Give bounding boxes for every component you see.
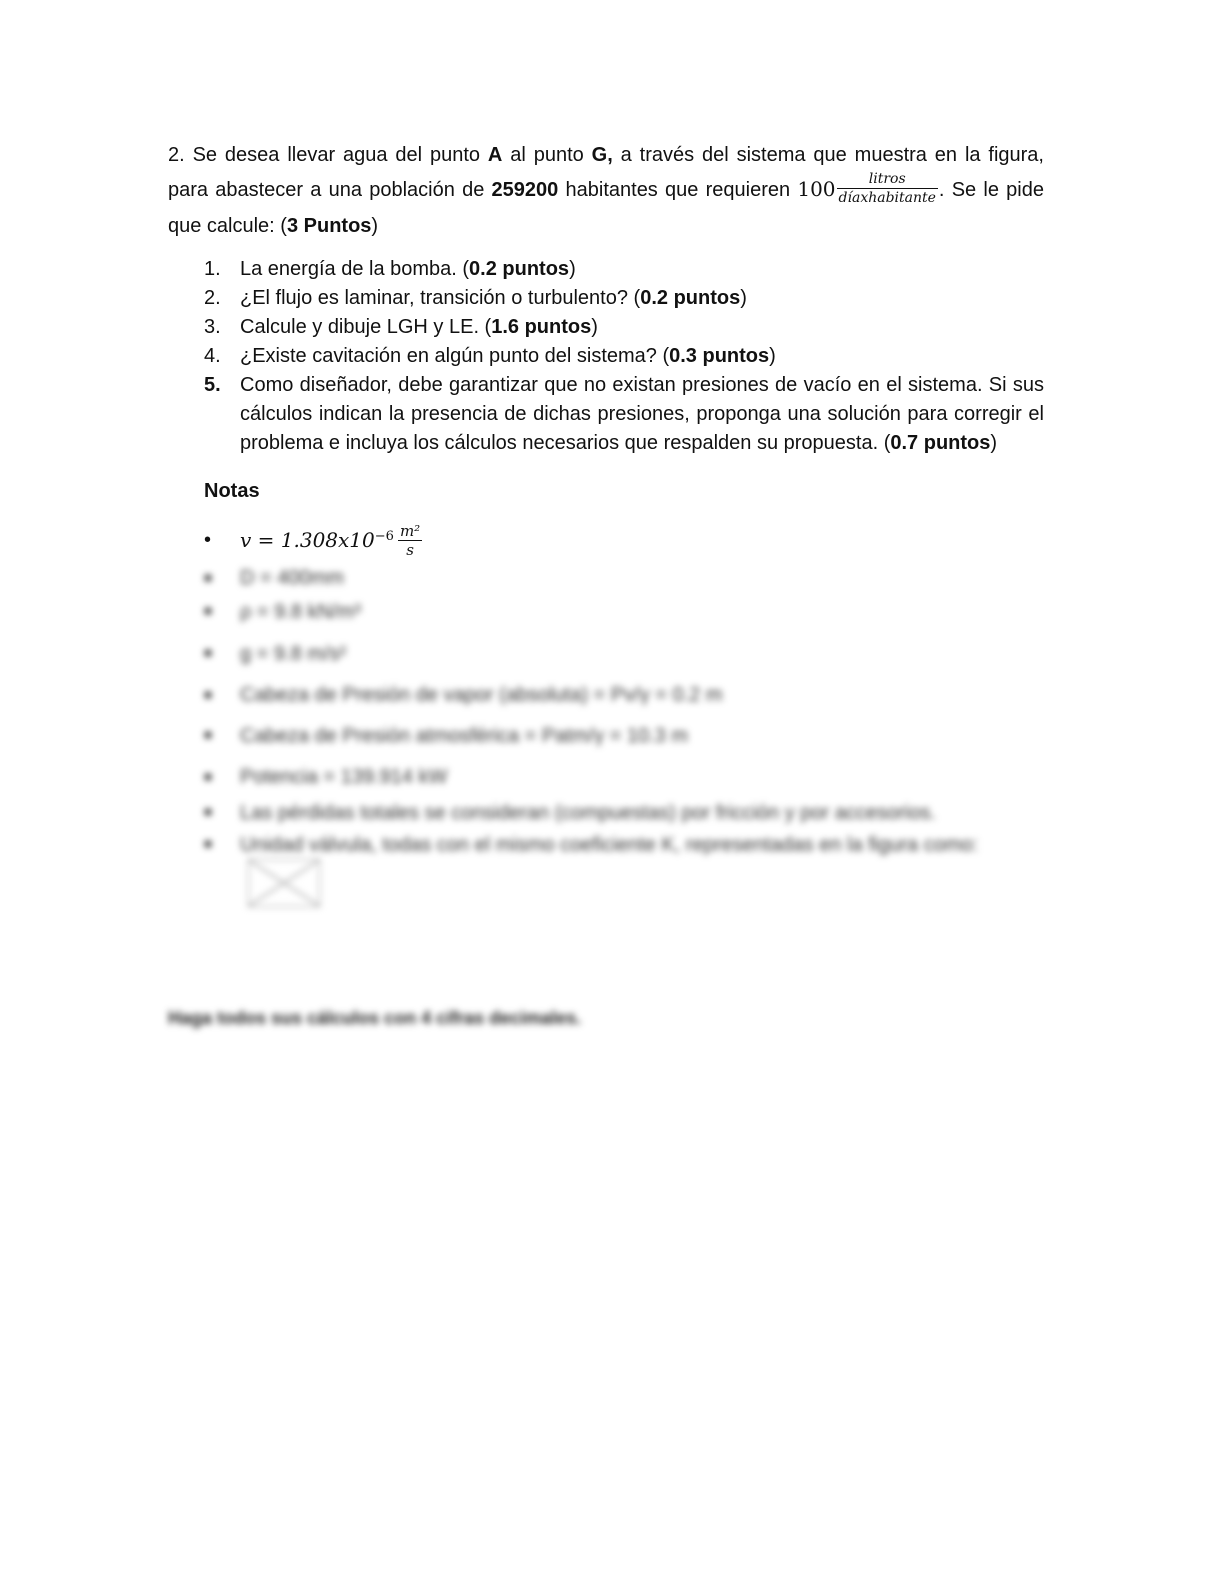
note-vapor-pressure: Cabeza de Presión de vapor (absoluta) = Pv/γ = 0.2 m (168, 675, 1044, 715)
bullet-icon: • (204, 529, 212, 552)
population-value: 259200 (491, 179, 559, 201)
final-instruction: Haga todos sus cálculos con 4 cifras decimales. (168, 1008, 582, 1028)
note-viscosity: • v = 1.308x10 $^{-6}$ $\frac{\text{m²}}{s}$ (204, 521, 421, 559)
total-points: 3 Puntos (286, 215, 372, 238)
list-item: 4. ¿Existe cavitación en algún punto del sistema? (0.3 puntos) (204, 345, 776, 368)
note-valves: Unidad válvula, todas con el mismo coeficiente K, representadas en la figura como: (168, 831, 1044, 907)
demand-value: 100 (797, 177, 836, 201)
viscosity-unit: $\frac{\text{m²}}{s}$ (399, 521, 421, 559)
note-losses: Las pérdidas totales se consideran (compuestas) por fricción y por accesorios. (168, 799, 1044, 827)
problem-statement: 2. Se desea llevar agua del punto A al punto G, a través del sistema que muestra en la figura, para abastecer a una población de 259200 habitantes que requieren 100 $\frac{\text{litros}}{\text{díaxhabitante}}$ . Se le pide que calcule: (3 Puntos) (168, 144, 1044, 238)
note-diameter: D = 400mm (168, 565, 1044, 591)
task-list (168, 255, 1044, 458)
valve-symbol-icon (248, 859, 320, 907)
list-item: 3. Calcule y dibuje LGH y LE. (1.6 puntos) (204, 316, 598, 339)
list-item: 2. ¿El flujo es laminar, transición o turbulento? (0.2 puntos) (204, 287, 747, 310)
demand-fraction: $\frac{\text{litros}}{\text{díaxhabitante}}$ (838, 171, 936, 207)
note-power: Potencia = 139.914 kW (168, 757, 1044, 797)
point-a: A (487, 144, 503, 166)
note-specific-weight: ρ = 9.8 kN/m³ (168, 591, 1044, 633)
problem-number: 2. (168, 144, 185, 166)
point-g: G, (591, 144, 613, 166)
list-item: 5. Como diseñador, debe garantizar que no existan presiones de vacío en el sistema. Si sus cálculos indican la presencia de dichas presiones, proponga una solución para corregir el problema e incluya los cálculos necesarios que respalden su propuesta. (0.7 puntos) (204, 374, 1044, 455)
note-gravity: g = 9.8 m/s² (168, 633, 1044, 675)
note-atmospheric-pressure: Cabeza de Presión atmosférica = Patm/γ = 10.3 m (168, 715, 1044, 757)
notes-list (168, 520, 1044, 907)
notes-title: Notas (204, 480, 260, 503)
list-item: 1. La energía de la bomba. (0.2 puntos) (204, 258, 576, 281)
problem-page (168, 138, 1044, 907)
